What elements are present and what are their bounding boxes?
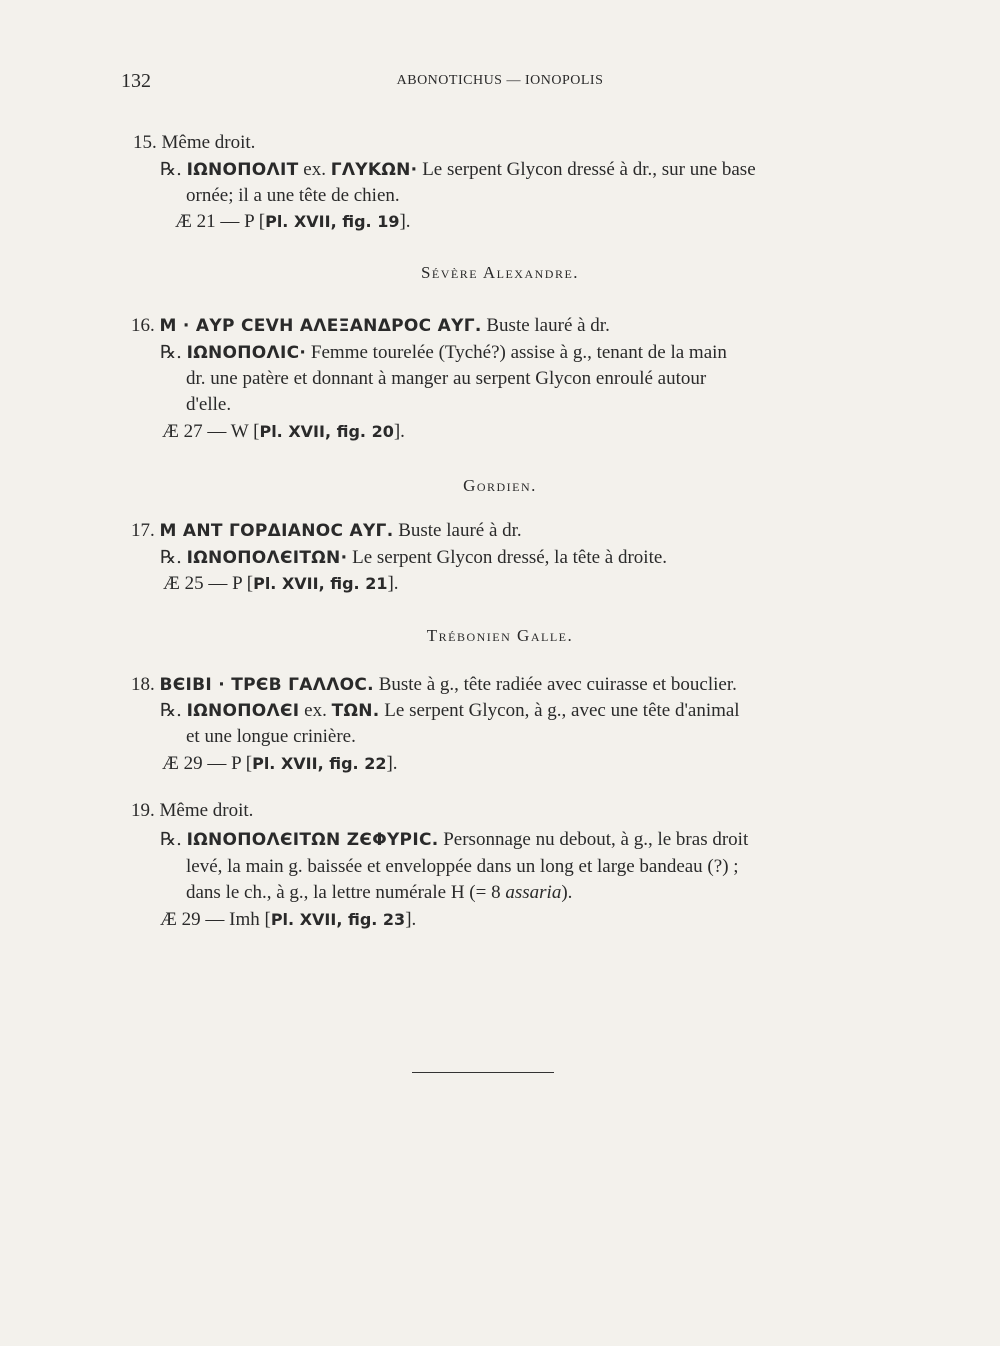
entry-number: 18. xyxy=(131,674,155,695)
plate-reference: Pl. XVII, fig. 19 xyxy=(265,212,400,231)
entry-16-reverse xyxy=(160,341,727,365)
running-title: ABONOTICHUS — IONOPOLIS xyxy=(396,73,604,88)
entry-number: 19. xyxy=(131,800,155,821)
ref-prefix: Æ 21 — P [ xyxy=(175,211,266,232)
entry-16-description-cont: dr. une patère et donnant à manger au serpent Glycon enroulé autour xyxy=(186,368,707,389)
section-heading-trebonien-galle: Trébonien Galle. xyxy=(426,626,574,645)
obverse-description: Buste à g., tête radiée avec cuirasse et bouclier. xyxy=(373,674,737,695)
entry-19-description-cont2 xyxy=(186,881,572,905)
numeral-text-end: ). xyxy=(561,882,573,903)
reverse-symbol: ℞. xyxy=(160,700,182,721)
ref-suffix: ]. xyxy=(399,211,411,232)
entry-number: 17. xyxy=(131,520,155,541)
entry-number: 16. xyxy=(131,315,155,336)
reverse-legend-exergue: ΤΩΝ. xyxy=(331,701,380,721)
entry-19-reverse xyxy=(160,828,748,852)
reverse-mid: ex. xyxy=(299,700,332,721)
entry-18-obverse xyxy=(131,673,737,697)
entry-19-description-cont: levé, la main g. baissée et enveloppée dans un long et large bandeau (?) ; xyxy=(186,856,739,877)
reverse-symbol: ℞. xyxy=(160,342,182,363)
reverse-legend: ΙΩΝΟΠΟΛΙΤ xyxy=(186,160,299,180)
reverse-description: Le serpent Glycon dressé, la tête à droite. xyxy=(347,547,668,568)
reverse-legend: ΙΩΝΟΠΟΛЄΙ xyxy=(186,701,300,721)
plate-reference: Pl. XVII, fig. 22 xyxy=(252,754,387,773)
assaria-term: assaria xyxy=(505,882,562,903)
entry-18-reference xyxy=(162,752,398,776)
entry-19-obverse xyxy=(131,799,253,823)
obverse-description: Buste lauré à dr. xyxy=(481,315,610,336)
section-heading-severe-alexandre: Sévère Alexandre. xyxy=(420,263,580,282)
end-rule xyxy=(412,1072,554,1073)
entry-15-reverse xyxy=(160,158,756,182)
entry-17-obverse xyxy=(131,519,522,543)
obverse-text: Même droit. xyxy=(161,132,256,153)
reverse-mid: ex. xyxy=(298,159,331,180)
entry-17-reverse xyxy=(160,546,667,570)
reverse-symbol: ℞. xyxy=(160,547,182,568)
plate-reference: Pl. XVII, fig. 23 xyxy=(270,910,406,929)
ref-prefix: Æ 25 — P [ xyxy=(163,573,254,594)
entry-number: 15. xyxy=(133,132,157,153)
reverse-description: Le serpent Glycon dressé à dr., sur une base xyxy=(417,159,756,180)
obverse-legend: Μ ΑΝΤ ΓΟΡΔΙΑΝΟϹ ΑΥΓ. xyxy=(159,521,394,541)
reverse-legend: ΙΩΝΟΠΟΛΙϹ· xyxy=(186,343,307,363)
plate-reference: Pl. XVII, fig. 20 xyxy=(259,422,394,441)
entry-15-reference xyxy=(175,210,411,234)
reverse-symbol: ℞. xyxy=(160,159,182,180)
entry-19-reference xyxy=(160,908,416,932)
reverse-legend: ΙΩΝΟΠΟΛЄΙΤΩΝ ΖЄΦΥΡΙϹ. xyxy=(186,830,439,850)
ref-suffix: ]. xyxy=(393,421,405,442)
reverse-legend: ΙΩΝΟΠΟΛЄΙΤΩΝ· xyxy=(186,548,348,568)
entry-18-description-cont: et une longue crinière. xyxy=(186,726,356,747)
ref-prefix: Æ 29 — P [ xyxy=(162,753,253,774)
ref-prefix: Æ 27 — W [ xyxy=(162,421,260,442)
numeral-text: dans le ch., à g., la lettre numérale H (= 8 xyxy=(186,882,506,903)
entry-15-obverse xyxy=(133,131,255,155)
ref-suffix: ]. xyxy=(387,573,399,594)
reverse-description: Femme tourelée (Tyché?) assise à g., tenant de la main xyxy=(306,342,727,363)
obverse-legend: ΒЄΙΒΙ · ΤΡЄΒ ΓΑΛΛΟϹ. xyxy=(159,675,374,695)
entry-16-description-cont2: d'elle. xyxy=(186,394,232,415)
entry-15-description-cont: ornée; il a une tête de chien. xyxy=(186,185,400,206)
entry-16-reference xyxy=(162,420,405,444)
ref-suffix: ]. xyxy=(405,909,417,930)
obverse-description: Buste lauré à dr. xyxy=(393,520,522,541)
reverse-description: Le serpent Glycon, à g., avec une tête d'animal xyxy=(379,700,740,721)
page-number: 132 xyxy=(121,70,151,92)
entry-18-reverse xyxy=(160,699,740,723)
reverse-description: Personnage nu debout, à g., le bras droit xyxy=(438,829,749,850)
entry-16-obverse xyxy=(131,314,610,338)
ref-suffix: ]. xyxy=(386,753,398,774)
obverse-text: Même droit. xyxy=(159,800,254,821)
entry-17-reference xyxy=(163,572,399,596)
ref-prefix: Æ 29 — Imh [ xyxy=(160,909,271,930)
obverse-legend: Μ · ΑΥΡ ϹΕVΗ ΑΛΕΞΑΝΔΡΟϹ ΑΥΓ. xyxy=(159,316,482,336)
section-heading-gordien: Gordien. xyxy=(463,476,537,495)
reverse-symbol: ℞. xyxy=(160,829,182,850)
reverse-legend-exergue: ΓΛΥΚΩΝ· xyxy=(330,160,418,180)
plate-reference: Pl. XVII, fig. 21 xyxy=(253,574,388,593)
